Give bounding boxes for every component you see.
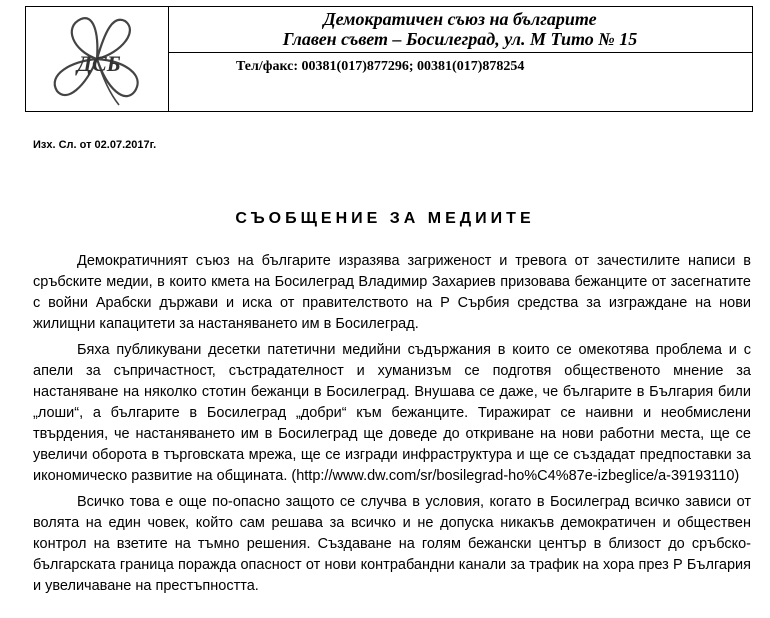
svg-text:ДСБ: ДСБ — [77, 51, 121, 76]
clover-logo-icon — [33, 9, 161, 109]
org-name: Демократичен съюз на българите — [323, 9, 597, 29]
paragraph-2: Бяха публикувани десетки патетични медийни съдържания в които се омекотява проблема и с апели за съпричастност, състрадателност и хуманизъм се подготвя общественото мнение за настаняване на няколко стотин бежанци в Босилеград. Внушава се даже, че българите в България били „лоши“, а българите в Босилеград „добри“ към бежанците. Тиражират се наивни и необмислени твърдения, че настаняването им в Босилеград ще доведе до откриване на нови работни места, ще се увеличи оборота в търговската мрежа, ще се изгради инфраструктура и ще се създадат предпоставки за икономическо развитие на общината. (http://www.dw.com/sr/bosilegrad-ho%C4%87e-izbeglice/a-39193110) — [33, 342, 751, 484]
contact-line: Тел/факс: 00381(017)877296; 00381(017)878254 — [236, 59, 525, 74]
document-body — [33, 251, 751, 602]
paragraph-1: Демократичният съюз на българите изразява загриженост и тревога от зачестилите написи в сръбските медии, в които кмета на Босилеград Владимир Захариев призовава бежанците от засегнатите с войни Арабски държави и иска от правителството на Р Сърбия средства за изграждане на нови жилищни капацитети за настаняването им в Босилеград. — [33, 253, 751, 332]
letterhead — [25, 6, 753, 112]
reference-number: Изх. Сл. от 02.07.2017г. — [33, 139, 157, 151]
document-title: СЪОБЩЕНИЕ ЗА МЕДИИТЕ — [235, 210, 535, 227]
org-address: Главен съвет – Босилеград, ул. М Тито № 15 — [282, 29, 638, 49]
org-header — [168, 7, 752, 53]
paragraph-3: Всичко това е още по-опасно защото се случва в условия, когато в Босилеград всичко зависи от волята на един човек, който сам решава за всичко и не допуска никакъв демократичен и обществен контрол на взетите на тъмно решения. Създаване на голям бежански център в близост до сръбско-българската граница поражда опасност от нови контрабандни канали за трафик на хора през Р България и увеличаване на престъпността. — [33, 494, 751, 594]
logo-cell — [26, 7, 169, 111]
